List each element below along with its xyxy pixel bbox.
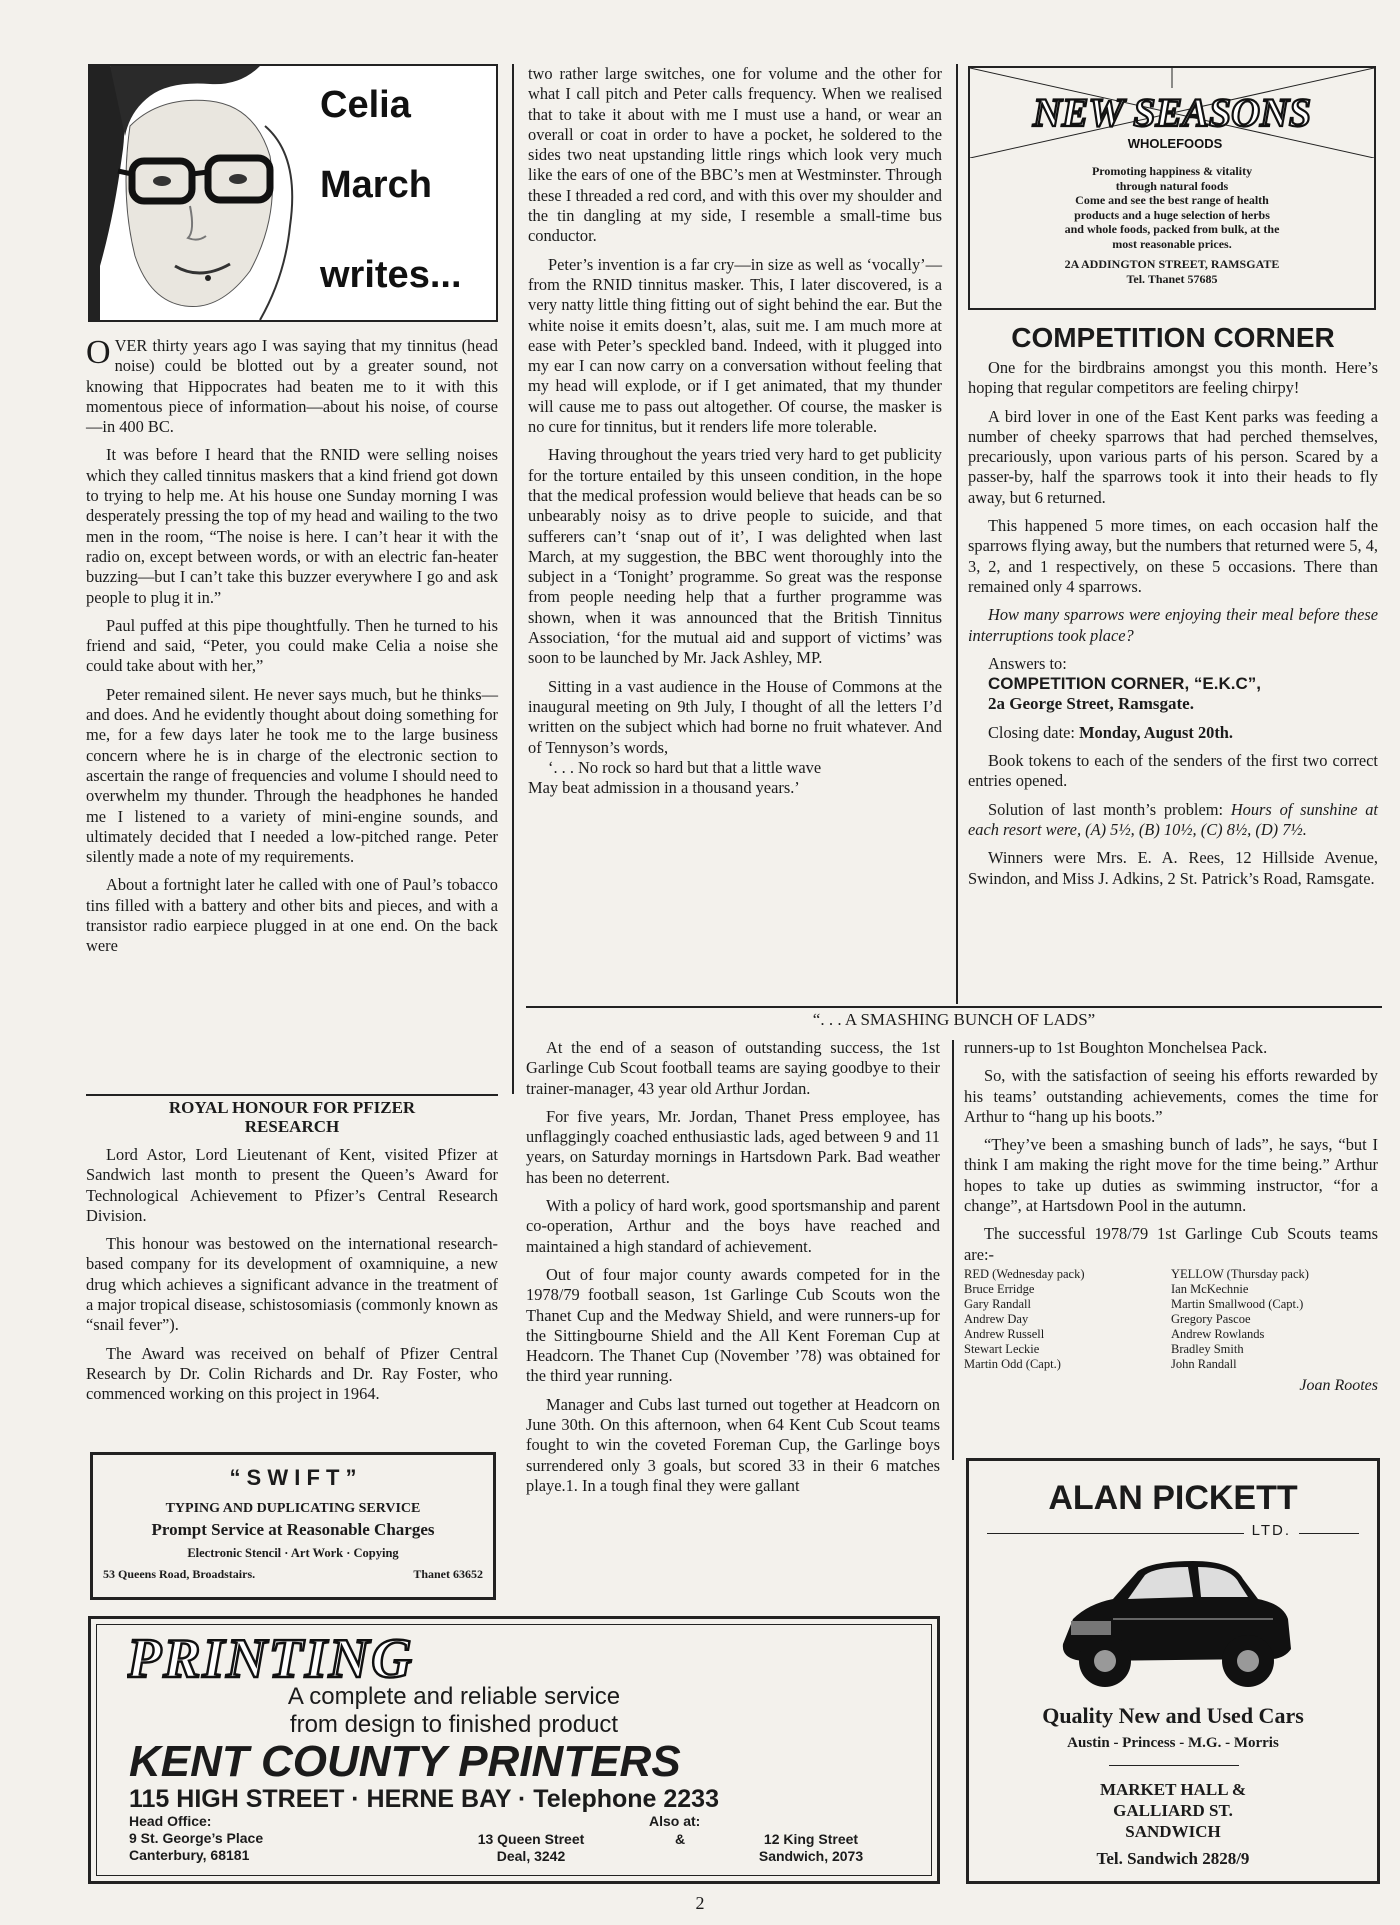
competition-paragraph: One for the birdbrains amongst you this month. Here’s hoping that regular competitors are feeling chirpy! [968,358,1378,398]
winners: Winners were Mrs. E. A. Rees, 12 Hillside Avenue, Swindon, and Miss J. Adkins, 2 St. Patrick’s Road, Ramsgate. [968,848,1378,888]
pickett-address [969,1779,1377,1869]
branch-line: 12 King Street [763,1831,859,1847]
player: Martin Smallwood (Capt.) [1171,1296,1304,1311]
pickett-tagline: Quality New and Used Cars [1042,1703,1304,1728]
pickett-name: ALAN PICKETT [1048,1479,1298,1517]
player: Andrew Day [964,1311,1029,1326]
feature-paragraph: Paul puffed at this pipe thoughtfully. Then he turned to his friend and said, “Peter, you could make Celia a noise she could take about with her,” [86,615,498,676]
head-office-line: Canterbury, 68181 [129,1847,250,1863]
pickett-suffix: LTD. [1244,1522,1299,1539]
printing-also-at: Also at: [649,1813,701,1829]
printing-address: 115 HIGH STREET · HERNE BAY · Telephone 2233 [129,1785,719,1813]
head-office-line: 9 St. George’s Place [129,1830,264,1846]
lads-paragraph: For five years, Mr. Jordan, Thanet Press employee, has unflaggingly coached enthusiastic lads, aged between 9 and 11 years, on Saturday mornings in Hartsdown Park. Bad weather has been no deterrent. [526,1106,940,1187]
swift-ad [90,1452,496,1600]
new-seasons-line: and whole foods, packed from bulk, at the [1064,222,1280,236]
feature-paragraph: OVER thirty years ago I was saying that my tinnitus (head noise) could be blotted out by a greater sound, not knowing that Hippocrates had beaten me to it with this momentous piece of information—about his noise, of course—in 400 BC. [86,334,498,437]
article-author: Joan Rootes [1299,1376,1378,1394]
team-lists [964,1267,1378,1372]
printing-line-2: from design to finished product [289,1711,619,1738]
competition-title: COMPETITION CORNER [1011,322,1335,353]
competition-paragraph: This happened 5 more times, on each occasion half the sparrows flying away, but the numbers that returned were 5, 4, 3, 2, and 1 respectively, on these 5 occasions. There than remained only 4 sparrows. [968,516,1378,596]
branch-line: Sandwich, 2073 [758,1848,864,1864]
column-rule [956,64,958,1004]
pfizer-body [86,1145,498,1413]
lads-paragraph: Manager and Cubs last turned out together at Headcorn on June 30th. On this afternoon, when 64 Kent Cub Scout teams fought to win the coveted Foreman Cup, the Garlinge boys surrendered only 3 goals, but scored 33 in their 6 matches playe.1. In a tough final they were gallant [526,1394,940,1495]
feature-paragraph: About a fortnight later he called with one of Paul’s tobacco tins filled with a battery and other bits and pieces, and with a transistor radio earpiece plugged in at one end. On the back were [86,875,498,956]
new-seasons-address: 2A ADDINGTON STREET, RAMSGATE [1064,257,1280,271]
feature-paragraph: Peter’s invention is a far cry—in size as well as ‘vocally’—from the RNID tinnitus masker. This, I later discovered, is a very natty little thing fitting out of sight behind the ear. But the white noise it emits doesn’t, alas, suit me. I am much more at ease with Peter’s speckled band. Indeed, with it plugged into my ear I can now carry on a conversation without feeling that my head will explode, or if I get animated, that my thunder will cause me to pass out altogether. Of course, the masker is no cure for tinnitus, but it renders life more tolerable. [528,254,942,437]
new-seasons-line: Come and see the best range of health [1075,193,1269,207]
printing-banner-text: PRINTING [127,1629,414,1689]
pickett-address-line: MARKET HALL & [1099,1780,1247,1799]
new-seasons-line: Promoting happiness & vitality [1091,164,1253,178]
printing-line-1: A complete and reliable service [287,1683,621,1710]
new-seasons-logo [970,68,1374,158]
printing-ad [88,1616,940,1884]
lads-paragraph: With a policy of hard work, good sportsmanship and parent co-operation, Arthur and the boys have reached and maintained a high standard of achievement. [526,1196,940,1256]
branch-line: Deal, 3242 [496,1848,566,1864]
feature-paragraph: Having throughout the years tried very hard to get publicity for the torture entailed by this unseen condition, in the hope that the medical profession would believe that heads can be so unbearably noisy as to drive people to suicide, and that sufferers can’t ‘snap out of it’, I was delighted when last March, at my suggestion, the BBC went thoroughly into the subject in a ‘Tonight’ programme. So great was the response from people needing help that a further programme was shown, when it was announced that the British Tinnitus Association, ‘for the mutual aid and support of victims’ was soon to be launched by Mr. Jack Ashley, MP. [528,445,942,668]
byline-box [88,64,498,322]
solution [968,800,1378,841]
pickett-address-line: SANDWICH [1125,1822,1221,1841]
swift-address: 53 Queens Road, Broadstairs. [103,1567,256,1581]
new-seasons-logo-text: NEW SEASONS [1032,90,1312,135]
swift-services-list: Electronic Stencil · Art Work · Copying [187,1546,399,1560]
lads-paragraph: Out of four major county awards competed for in the 1978/79 football season, 1st Garlinge Cub Scouts won the Thanet Cup and the Medway Shield, and were runners-up for the Sittingbourne Shield and the All Kent Foreman Cup at Headcorn. The Thanet Cup (November ’78) was obtained for the third year running. [526,1264,940,1386]
new-seasons-ad [968,66,1376,310]
author-portrait [90,66,310,320]
divider [86,1094,498,1096]
player: Bruce Erridge [964,1281,1035,1296]
player: John Randall [1171,1356,1237,1371]
competition-question: How many sparrows were enjoying their meal before these interruptions took place? [968,605,1378,645]
feature-paragraph: two rather large switches, one for volume and the other for what I call pitch and Peter calls frequency. When we realised that to take it about with me I must use a hand, or wear an overall or coat in order to have a pocket, he soldered to the sides two neat upstanding little rings which look very much like the ears of one of the BBC’s men at Westminster. Through these I threaded a red cord, and with this over my shoulder and the tin dangling at my side, I resemble a small-time bus conductor. [528,64,942,246]
printing-head-office [129,1813,263,1864]
closing-label: Closing date: [988,722,1075,742]
answers-address: COMPETITION CORNER, “E.K.C”, [988,674,1261,694]
byline-last-name: March [320,164,432,206]
pfizer-paragraph: Lord Astor, Lord Lieutenant of Kent, visited Pfizer at Sandwich last month to present the Queen’s Award for Technological Achievement to Pfizer’s Central Research Division. [86,1145,498,1225]
lads-column-1 [526,1038,940,1504]
pfizer-headline: ROYAL HONOUR FOR PFIZER [168,1098,416,1117]
new-seasons-line: through natural foods [1115,178,1229,193]
head-office-label: Head Office: [129,1813,212,1829]
pickett-ad [966,1458,1380,1884]
new-seasons-phone: Tel. Thanet 57685 [1126,271,1218,286]
solution-value: Hours of sunshine at each resort were, (A) 5½, (B) 10½, (C) 8½, (D) 7½. [968,799,1378,839]
quote-line: ‘. . . No rock so hard but that a little wave [548,757,822,777]
player: Stewart Leckie [964,1341,1040,1356]
branch-line: 13 Queen Street [477,1831,585,1847]
pfizer-paragraph: The Award was received on behalf of Pfizer Central Research by Dr. Colin Richards and Dr. Ray Foster, who commenced working on this project in 1964. [86,1343,498,1404]
divider [526,1006,1382,1008]
swift-phone: Thanet 63652 [413,1567,483,1581]
feature-paragraph: Sitting in a vast audience in the House of Commons at the inaugural meeting on 9th July, I thought of all the letters I’d written on the subject which had borne no fruit whatever. And of Tennyson’s words, [528,676,942,757]
competition-body [968,358,1378,897]
printing-company: KENT COUNTY PRINTERS [129,1737,681,1786]
byline-verb: writes... [320,254,462,296]
printing-branch-1 [451,1831,611,1865]
feature-column-1 [86,336,498,965]
pickett-suffix-row [987,1522,1359,1544]
lads-headline: “. . . A SMASHING BUNCH OF LADS” [812,1010,1096,1029]
column-rule [512,64,514,1094]
swift-tagline: Prompt Service at Reasonable Charges [151,1520,435,1539]
printing-banner [127,1629,627,1689]
feature-paragraph: Peter remained silent. He never says much, but he thinks—and does. And he evidently thought about doing something for me, for a few days later he took me to the large business concern where he is in charge of the electronic section to ascertain the range of frequencies and volume I should need to overwhelm my thunder. Through the headphones he handed me I listened to a variety of mini-engine sounds, and ultimately decided that I needed a low-pitched range. Peter silently made a note of my requirements. [86,684,498,867]
byline-first-name: Celia [320,84,411,126]
feature-paragraph: It was before I heard that the RNID were selling noises which they called tinnitus maskers that a kind friend got down to trying to help me. At his house one Sunday morning I was desperately pressing the top of my head and wailing to the two men in the room, “The noise is here. I can’t hear it with the radio on, except between words, or with an electric fan-heater buzzing—but I can’t take this buzzer everywhere I go and ask people to plug it in.” [86,445,498,607]
player: Martin Odd (Capt.) [964,1356,1061,1371]
swift-contact [93,1561,493,1582]
player: Ian McKechnie [1171,1281,1249,1296]
pickett-address-line: GALLIARD ST. [1113,1801,1233,1820]
team-yellow [1171,1267,1378,1372]
new-seasons-line: most reasonable prices. [1112,236,1232,251]
new-seasons-copy [970,164,1374,286]
car-illustration [1043,1549,1303,1699]
pfizer-paragraph: This honour was bestowed on the international research-based company for its development of oxamniquine, a new drug which achieves a significant advance in the treatment of a major tropical disease, schistosomiasis (commonly known as “snail fever”). [86,1234,498,1335]
pickett-phone: Tel. Sandwich 2828/9 [1096,1849,1250,1868]
quote-line: May beat admission in a thousand years.’ [528,778,800,798]
player: Gregory Pascoe [1171,1311,1251,1326]
feature-column-2 [528,64,942,798]
closing-date [968,723,1378,743]
lads-paragraph: At the end of a season of outstanding success, the 1st Garlinge Cub Scout football teams are saying goodbye to their trainer-manager, 43 year old Arthur Jordan. [526,1038,940,1098]
page-number: 2 [695,1893,705,1913]
lads-paragraph: “They’ve been a smashing bunch of lads”, he says, “but I think I am making the right move for the time being.” Arthur hopes to take up duties as swimming instructor, “for a change”, at Hartsdown Pool in the autumn. [964,1135,1378,1216]
team-name: YELLOW (Thursday pack) [1171,1266,1309,1281]
player: Gary Randall [964,1296,1031,1311]
competition-prize: Book tokens to each of the senders of the first two correct entries opened. [968,751,1378,791]
swift-service: TYPING AND DUPLICATING SERVICE [165,1501,421,1516]
solution-label: Solution of last month’s problem: [988,799,1224,819]
competition-paragraph: A bird lover in one of the East Kent parks was feeding a number of cheeky sparrows that had perched themselves, precariously, upon various parts of his person. Scared by a passer-by, half the sparrows took it into their heads to fly away, but 6 returned. [968,406,1378,507]
team-red [964,1267,1171,1372]
closing-value: Monday, August 20th. [1079,722,1234,742]
drop-cap: O [86,334,111,371]
lads-column-2 [964,1038,1378,1396]
team-name: RED (Wednesday pack) [964,1266,1085,1281]
player: Andrew Russell [964,1326,1045,1341]
pickett-makes: Austin - Princess - M.G. - Morris [1067,1735,1279,1751]
printing-branch-2 [731,1831,891,1865]
swift-name: “ S W I F T ” [229,1465,357,1490]
lads-paragraph: The successful 1978/79 1st Garlinge Cub Scouts teams are:- [964,1224,1378,1264]
new-seasons-logo-subtext: WHOLEFOODS [1127,136,1223,151]
lads-paragraph: runners-up to 1st Boughton Monchelsea Pack. [964,1038,1268,1057]
column-rule [952,1040,954,1460]
answers-address-2: 2a George Street, Ramsgate. [988,694,1194,714]
pfizer-headline-2: RESEARCH [244,1117,340,1136]
player: Bradley Smith [1171,1341,1244,1356]
answers-label: Answers to: [988,653,1067,673]
lads-paragraph: So, with the satisfaction of seeing his efforts rewarded by his teams’ outstanding achievements, comes the time for Arthur to “hang up his boots.” [964,1066,1378,1126]
new-seasons-line: products and a huge selection of herbs [1074,207,1270,222]
printing-ampersand: & [675,1831,686,1847]
player: Andrew Rowlands [1171,1326,1265,1341]
